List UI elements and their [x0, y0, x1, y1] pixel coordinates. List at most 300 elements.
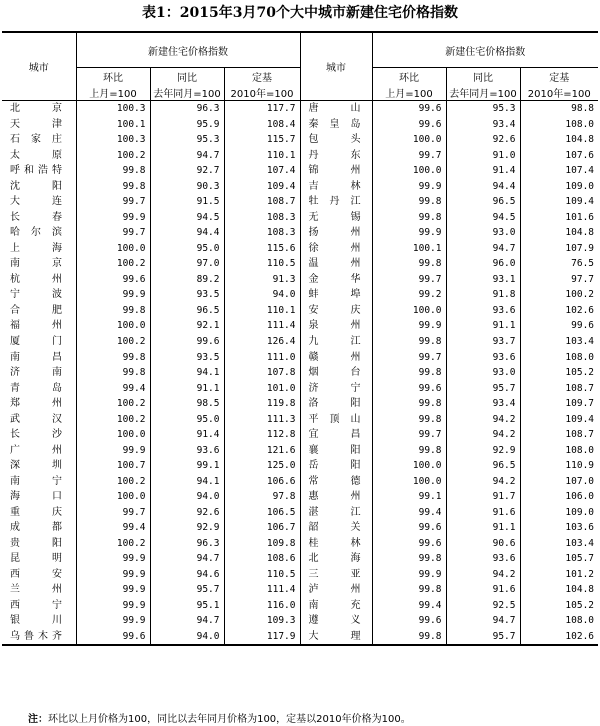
yoy-cell: 95.7 [150, 582, 224, 598]
base-cell: 115.7 [224, 132, 300, 148]
mom-cell: 99.8 [372, 582, 446, 598]
table-row [2, 582, 598, 598]
table-row [2, 629, 598, 646]
mom-cell: 99.8 [372, 411, 446, 427]
city-cell [300, 334, 372, 350]
city-name: 武汉 [10, 413, 62, 425]
base-cell: 106.7 [224, 520, 300, 536]
yoy-cell: 94.7 [150, 613, 224, 629]
base-cell: 108.7 [224, 194, 300, 210]
city-name: 深圳 [10, 460, 62, 472]
yoy-cell: 93.6 [446, 551, 520, 567]
base-cell: 111.4 [224, 318, 300, 334]
base-cell: 107.8 [224, 365, 300, 381]
city-cell [2, 241, 76, 257]
city-cell [300, 380, 372, 396]
mom-subheader: 上月=100 [372, 84, 446, 101]
table-row [2, 210, 598, 226]
yoy-cell: 93.4 [446, 117, 520, 133]
city-cell [300, 349, 372, 365]
yoy-cell: 94.2 [446, 427, 520, 443]
city-cell [2, 458, 76, 474]
city-name: 大理 [308, 630, 361, 642]
yoy-cell: 93.1 [446, 272, 520, 288]
yoy-cell: 95.3 [150, 132, 224, 148]
mom-cell: 99.8 [372, 551, 446, 567]
base-cell: 116.0 [224, 598, 300, 614]
yoy-cell: 91.1 [446, 520, 520, 536]
table-row [2, 473, 598, 489]
base-cell: 108.7 [520, 427, 598, 443]
table-row [2, 411, 598, 427]
base-cell: 101.0 [224, 380, 300, 396]
city-name: 合肥 [10, 304, 62, 316]
yoy-cell: 93.6 [446, 349, 520, 365]
base-cell: 110.1 [224, 303, 300, 319]
city-cell [300, 179, 372, 195]
footnote-text: 环比以上月价格为100，同比以去年同月价格为100，定基以2010年价格为100。 [48, 714, 411, 725]
city-name: 长沙 [10, 429, 62, 441]
city-cell [2, 582, 76, 598]
base-cell: 111.4 [224, 582, 300, 598]
city-cell [2, 303, 76, 319]
mom-cell: 99.8 [372, 334, 446, 350]
city-cell [2, 117, 76, 133]
city-cell [300, 629, 372, 646]
city-name: 吉林 [308, 180, 361, 192]
city-name: 平顶山 [308, 413, 361, 425]
yoy-cell: 92.7 [150, 163, 224, 179]
table-title: 表1：2015年3月70个大中城市新建住宅价格指数 [142, 5, 458, 21]
mom-cell: 99.7 [372, 272, 446, 288]
mom-cell: 100.2 [76, 334, 150, 350]
table-row [2, 613, 598, 629]
table-row [2, 458, 598, 474]
table-row [2, 396, 598, 412]
mom-cell: 100.0 [76, 427, 150, 443]
base-cell: 107.9 [520, 241, 598, 257]
mom-subheader: 上月=100 [76, 84, 150, 101]
base-cell: 107.4 [520, 163, 598, 179]
city-name: 泸州 [308, 584, 361, 596]
base-cell: 91.3 [224, 272, 300, 288]
mom-cell: 99.8 [372, 629, 446, 646]
city-name: 金华 [308, 273, 361, 285]
city-cell [300, 582, 372, 598]
city-name: 泉州 [308, 320, 361, 332]
table-row [2, 132, 598, 148]
city-name: 温州 [308, 258, 361, 270]
city-cell [2, 163, 76, 179]
mom-cell: 99.1 [372, 489, 446, 505]
city-cell [300, 241, 372, 257]
city-cell [2, 287, 76, 303]
city-name: 襄阳 [308, 444, 361, 456]
city-cell [300, 566, 372, 582]
city-cell [2, 396, 76, 412]
city-name: 西安 [10, 568, 62, 580]
city-cell [300, 287, 372, 303]
yoy-cell: 95.0 [150, 411, 224, 427]
mom-cell: 99.7 [372, 349, 446, 365]
base-cell: 104.8 [520, 582, 598, 598]
city-name: 郑州 [10, 398, 62, 410]
base-cell: 97.7 [520, 272, 598, 288]
mom-cell: 100.0 [76, 318, 150, 334]
mom-cell: 99.8 [76, 179, 150, 195]
base-cell: 76.5 [520, 256, 598, 272]
city-cell [2, 179, 76, 195]
city-cell [2, 210, 76, 226]
base-cell: 109.4 [520, 411, 598, 427]
base-cell: 109.4 [224, 179, 300, 195]
yoy-cell: 95.3 [446, 101, 520, 117]
city-name: 赣州 [308, 351, 361, 363]
city-name: 宜昌 [308, 429, 361, 441]
mom-cell: 100.0 [76, 241, 150, 257]
city-cell [2, 504, 76, 520]
city-name: 石家庄 [10, 134, 62, 146]
city-name: 南昌 [10, 351, 62, 363]
base-cell: 106.6 [224, 473, 300, 489]
yoy-cell: 96.3 [150, 535, 224, 551]
base-cell: 103.4 [520, 535, 598, 551]
mom-cell: 99.7 [76, 504, 150, 520]
yoy-cell: 94.7 [446, 241, 520, 257]
yoy-cell: 93.5 [150, 287, 224, 303]
yoy-cell: 94.4 [446, 179, 520, 195]
table-row [2, 303, 598, 319]
base-cell: 101.2 [520, 566, 598, 582]
base-cell: 109.7 [520, 396, 598, 412]
city-cell [2, 520, 76, 536]
city-name: 大连 [10, 196, 62, 208]
base-cell: 99.6 [520, 318, 598, 334]
yoy-cell: 97.0 [150, 256, 224, 272]
table-row [2, 442, 598, 458]
group-header-right: 新建住宅价格指数 [372, 32, 598, 68]
mom-cell: 99.4 [372, 504, 446, 520]
yoy-cell: 94.1 [150, 473, 224, 489]
city-cell [300, 613, 372, 629]
base-cell: 110.5 [224, 256, 300, 272]
yoy-subheader: 去年同月=100 [446, 84, 520, 101]
city-cell [300, 365, 372, 381]
city-name: 宁波 [10, 289, 62, 301]
yoy-subheader: 去年同月=100 [150, 84, 224, 101]
mom-cell: 99.8 [372, 210, 446, 226]
yoy-cell: 95.1 [150, 598, 224, 614]
yoy-cell: 96.5 [446, 458, 520, 474]
mom-cell: 99.9 [76, 551, 150, 567]
city-cell [2, 380, 76, 396]
yoy-cell: 92.1 [150, 318, 224, 334]
city-cell [2, 225, 76, 241]
base-cell: 101.6 [520, 210, 598, 226]
table-row [2, 287, 598, 303]
table-row [2, 551, 598, 567]
base-header: 定基 [224, 68, 300, 85]
yoy-cell: 93.0 [446, 365, 520, 381]
base-cell: 105.2 [520, 365, 598, 381]
mom-cell: 100.0 [372, 473, 446, 489]
mom-header: 环比 [76, 68, 150, 85]
group-header-left: 新建住宅价格指数 [76, 32, 300, 68]
base-cell: 108.3 [224, 225, 300, 241]
base-cell: 98.8 [520, 101, 598, 117]
mom-cell: 100.3 [76, 132, 150, 148]
base-cell: 117.9 [224, 629, 300, 646]
city-name: 长春 [10, 211, 62, 223]
city-name: 上海 [10, 242, 62, 254]
city-name: 烟台 [308, 367, 361, 379]
city-name: 安庆 [308, 304, 361, 316]
yoy-cell: 94.1 [150, 365, 224, 381]
table-row [2, 101, 598, 117]
base-cell: 103.6 [520, 520, 598, 536]
mom-cell: 99.9 [372, 179, 446, 195]
table-row [2, 520, 598, 536]
mom-cell: 100.2 [76, 256, 150, 272]
city-cell [300, 520, 372, 536]
mom-cell: 99.7 [372, 427, 446, 443]
base-cell: 110.1 [224, 148, 300, 164]
table-row [2, 117, 598, 133]
base-cell: 109.8 [224, 535, 300, 551]
base-cell: 108.3 [224, 210, 300, 226]
city-cell [2, 629, 76, 646]
base-cell: 125.0 [224, 458, 300, 474]
mom-cell: 99.7 [76, 225, 150, 241]
city-name: 唐山 [308, 103, 361, 115]
city-cell [300, 210, 372, 226]
yoy-cell: 93.6 [446, 303, 520, 319]
yoy-header: 同比 [150, 68, 224, 85]
base-cell: 121.6 [224, 442, 300, 458]
city-name: 天津 [10, 118, 62, 130]
base-cell: 115.6 [224, 241, 300, 257]
city-name: 南充 [308, 599, 361, 611]
base-header: 定基 [520, 68, 598, 85]
price-index-table [2, 31, 598, 646]
city-name: 海口 [10, 491, 62, 503]
yoy-cell: 94.7 [150, 148, 224, 164]
table-row [2, 272, 598, 288]
city-cell [2, 489, 76, 505]
city-name: 沈阳 [10, 180, 62, 192]
mom-cell: 99.8 [372, 256, 446, 272]
mom-cell: 100.0 [372, 163, 446, 179]
base-cell: 94.0 [224, 287, 300, 303]
table-row [2, 427, 598, 443]
mom-cell: 99.6 [76, 272, 150, 288]
mom-cell: 99.9 [76, 598, 150, 614]
base-cell: 102.6 [520, 629, 598, 646]
base-cell: 112.8 [224, 427, 300, 443]
city-cell [2, 598, 76, 614]
table-row [2, 179, 598, 195]
mom-cell: 99.2 [372, 287, 446, 303]
city-cell [2, 411, 76, 427]
base-subheader: 2010年=100 [520, 84, 598, 101]
table-row [2, 194, 598, 210]
city-header-left: 城市 [2, 32, 76, 101]
table-row [2, 163, 598, 179]
table-row [2, 489, 598, 505]
mom-cell: 100.0 [76, 489, 150, 505]
yoy-cell: 91.6 [446, 504, 520, 520]
city-cell [300, 272, 372, 288]
base-cell: 108.0 [520, 442, 598, 458]
city-cell [2, 101, 76, 117]
city-cell [300, 318, 372, 334]
city-cell [2, 318, 76, 334]
mom-cell: 99.8 [76, 349, 150, 365]
city-cell [2, 148, 76, 164]
base-cell: 106.0 [520, 489, 598, 505]
city-cell [2, 194, 76, 210]
city-name: 湛江 [308, 506, 361, 518]
city-name: 厦门 [10, 335, 62, 347]
city-name: 昆明 [10, 553, 62, 565]
mom-cell: 99.6 [372, 520, 446, 536]
city-name: 济南 [10, 367, 62, 379]
city-name: 九江 [308, 335, 361, 347]
city-name: 贵阳 [10, 537, 62, 549]
city-name: 呼和浩特 [10, 165, 62, 177]
base-cell: 103.4 [520, 334, 598, 350]
base-cell: 106.5 [224, 504, 300, 520]
yoy-cell: 98.5 [150, 396, 224, 412]
mom-cell: 100.7 [76, 458, 150, 474]
city-cell [300, 225, 372, 241]
yoy-cell: 91.1 [150, 380, 224, 396]
city-name: 岳阳 [308, 460, 361, 472]
city-cell [2, 349, 76, 365]
mom-header: 环比 [372, 68, 446, 85]
mom-cell: 99.9 [76, 210, 150, 226]
yoy-cell: 94.7 [150, 551, 224, 567]
table-row [2, 504, 598, 520]
city-name: 哈尔滨 [10, 227, 62, 239]
base-cell: 108.0 [520, 613, 598, 629]
city-name: 北海 [308, 553, 361, 565]
mom-cell: 99.4 [76, 380, 150, 396]
yoy-cell: 93.0 [446, 225, 520, 241]
yoy-cell: 96.0 [446, 256, 520, 272]
mom-cell: 100.1 [372, 241, 446, 257]
base-cell: 107.4 [224, 163, 300, 179]
city-name: 太原 [10, 149, 62, 161]
city-name: 乌鲁木齐 [10, 630, 62, 642]
mom-cell: 99.4 [76, 520, 150, 536]
city-name: 锦州 [308, 165, 361, 177]
city-name: 桂林 [308, 537, 361, 549]
city-cell [300, 117, 372, 133]
mom-cell: 99.8 [372, 365, 446, 381]
yoy-cell: 96.5 [150, 303, 224, 319]
yoy-cell: 94.5 [150, 210, 224, 226]
city-name: 北京 [10, 103, 62, 115]
mom-cell: 99.8 [372, 442, 446, 458]
table-row [2, 225, 598, 241]
mom-cell: 99.6 [372, 613, 446, 629]
table-row [2, 598, 598, 614]
mom-cell: 99.8 [372, 194, 446, 210]
city-cell [300, 101, 372, 117]
mom-cell: 99.8 [76, 365, 150, 381]
footnote [28, 710, 411, 725]
city-cell [300, 427, 372, 443]
city-name: 牡丹江 [308, 196, 361, 208]
city-cell [2, 442, 76, 458]
yoy-cell: 95.0 [150, 241, 224, 257]
base-cell: 100.2 [520, 287, 598, 303]
yoy-cell: 92.9 [446, 442, 520, 458]
city-cell [2, 613, 76, 629]
city-cell [300, 411, 372, 427]
city-name: 济宁 [308, 382, 361, 394]
city-cell [300, 194, 372, 210]
yoy-cell: 92.9 [150, 520, 224, 536]
mom-cell: 100.0 [372, 132, 446, 148]
mom-cell: 100.0 [372, 303, 446, 319]
city-cell [300, 396, 372, 412]
base-cell: 119.8 [224, 396, 300, 412]
table-row [2, 148, 598, 164]
city-name: 韶关 [308, 522, 361, 534]
city-name: 洛阳 [308, 398, 361, 410]
yoy-cell: 99.1 [150, 458, 224, 474]
table-row [2, 535, 598, 551]
city-name: 三亚 [308, 568, 361, 580]
base-cell: 102.6 [520, 303, 598, 319]
mom-cell: 99.9 [76, 582, 150, 598]
base-cell: 117.7 [224, 101, 300, 117]
mom-cell: 99.9 [76, 566, 150, 582]
base-cell: 108.0 [520, 117, 598, 133]
city-name: 丹东 [308, 149, 361, 161]
base-cell: 110.5 [224, 566, 300, 582]
mom-cell: 99.8 [372, 396, 446, 412]
city-cell [300, 598, 372, 614]
yoy-cell: 94.0 [150, 629, 224, 646]
yoy-cell: 93.7 [446, 334, 520, 350]
base-cell: 126.4 [224, 334, 300, 350]
yoy-cell: 91.4 [150, 427, 224, 443]
base-cell: 104.8 [520, 225, 598, 241]
base-cell: 108.0 [520, 349, 598, 365]
yoy-cell: 91.6 [446, 582, 520, 598]
mom-cell: 99.9 [76, 287, 150, 303]
base-cell: 108.4 [224, 117, 300, 133]
base-subheader: 2010年=100 [224, 84, 300, 101]
yoy-cell: 93.4 [446, 396, 520, 412]
city-cell [300, 132, 372, 148]
base-cell: 107.6 [520, 148, 598, 164]
base-cell: 105.2 [520, 598, 598, 614]
city-cell [300, 148, 372, 164]
mom-cell: 99.8 [76, 163, 150, 179]
city-cell [300, 551, 372, 567]
yoy-cell: 94.0 [150, 489, 224, 505]
yoy-cell: 96.5 [446, 194, 520, 210]
city-name: 西宁 [10, 599, 62, 611]
mom-cell: 99.4 [372, 598, 446, 614]
city-cell [2, 256, 76, 272]
yoy-cell: 95.9 [150, 117, 224, 133]
table-row [2, 380, 598, 396]
